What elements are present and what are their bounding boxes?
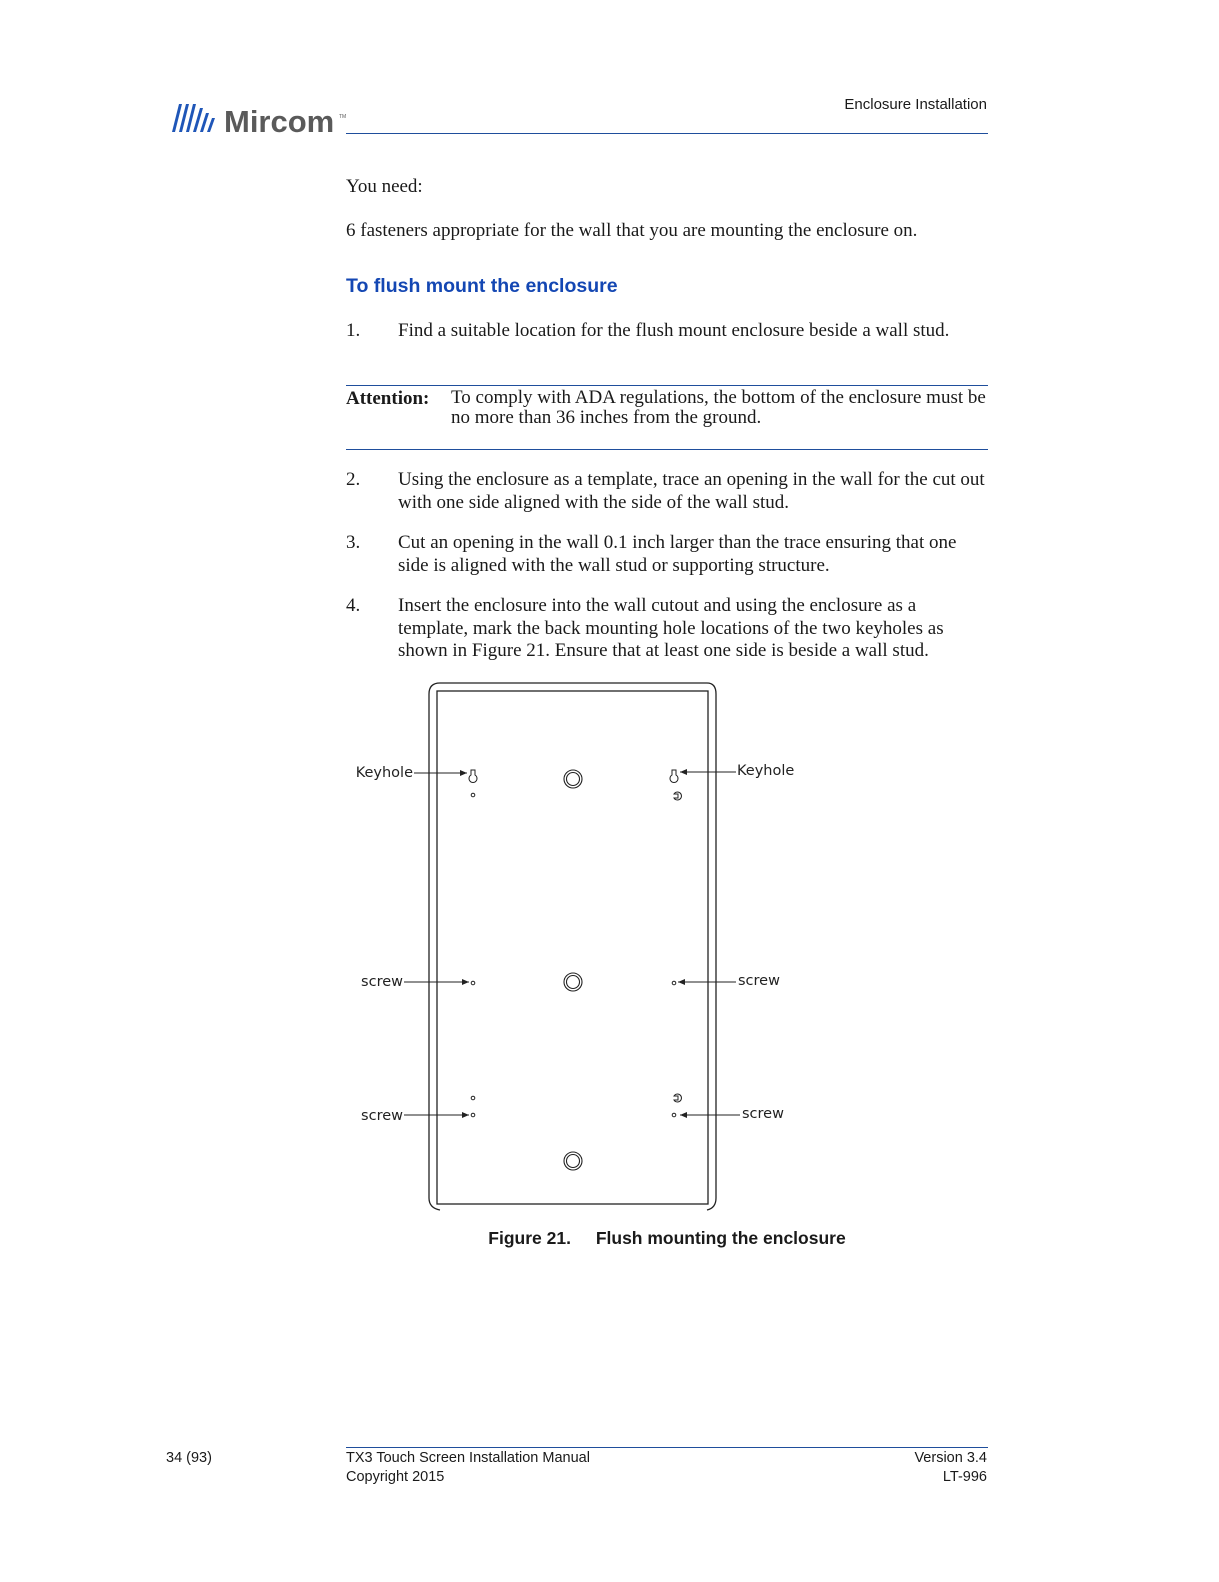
enclosure-figure [350, 680, 810, 1215]
step-number: 1. [346, 320, 361, 341]
screw-hole [471, 1113, 475, 1117]
label-keyhole-left: Keyhole [355, 765, 413, 781]
step-text: Using the enclosure as a template, trace an opening in the wall for the cut out with one side aligned with the side of the wall stud. [398, 469, 985, 513]
label-keyhole-right: Keyhole [737, 763, 795, 779]
keyhole-side-icon [674, 1094, 681, 1102]
figure-caption [346, 1228, 988, 1249]
attention-top-rule [346, 385, 988, 386]
footer-center [346, 1449, 590, 1487]
page-number: 34 (93) [166, 1450, 212, 1466]
label-screw-mid-left: screw [361, 974, 403, 990]
step-number: 4. [346, 595, 361, 616]
step-text: Cut an opening in the wall 0.1 inch larger than the trace ensuring that one side is aligned with the wall stud or supporting structure. [398, 532, 957, 576]
screw-hole [672, 1113, 676, 1117]
step-text: Insert the enclosure into the wall cutout and using the enclosure as a template, mark the back mounting hole locations of the two keyholes as shown in Figure 21. Ensure that at least one side is beside a wall stud. [398, 595, 944, 661]
trademark-mark: TM [339, 114, 346, 120]
screw-hole [672, 981, 676, 985]
label-screw-mid-right: screw [738, 973, 780, 989]
enclosure-inner-outline [437, 691, 708, 1204]
keyhole-right-icon [670, 770, 678, 782]
doc-code: LT-996 [942, 1469, 987, 1485]
step-number: 2. [346, 469, 361, 490]
label-screw-bottom-right: screw [742, 1106, 784, 1122]
label-screw-bottom-left: screw [361, 1108, 403, 1124]
keyhole-left-icon [469, 770, 477, 782]
attention-label: Attention: [346, 388, 430, 409]
mircom-logo-mark [166, 100, 346, 138]
attention-text: To comply with ADA regulations, the bottom of the enclosure must be no more than 36 inches from the ground. [451, 387, 986, 428]
brand-name: Mircom [224, 104, 335, 138]
fasteners-text: 6 fasteners appropriate for the wall that you are mounting the enclosure on. [346, 220, 918, 241]
screw-hole [471, 981, 475, 985]
you-need-label: You need: [346, 176, 423, 197]
figure-title: Flush mounting the enclosure [595, 1228, 846, 1248]
manual-title: TX3 Touch Screen Installation Manual [346, 1450, 590, 1466]
attention-bottom-rule [346, 449, 988, 450]
figure-number: Figure 21. [488, 1228, 571, 1248]
step-text: Find a suitable location for the flush mount enclosure beside a wall stud. [398, 320, 950, 341]
copyright: Copyright 2015 [346, 1469, 445, 1485]
header-divider [346, 133, 988, 134]
mircom-logo [166, 100, 346, 138]
version: Version 3.4 [914, 1450, 987, 1466]
screw-hole [471, 1096, 475, 1100]
procedure-heading: To flush mount the enclosure [346, 275, 618, 297]
keyhole-side-icon [674, 792, 681, 800]
step-number: 3. [346, 532, 361, 553]
footer-right [914, 1449, 987, 1487]
enclosure-outer-outline [429, 683, 716, 1210]
enclosure-diagram [350, 680, 810, 1215]
screw-hole [471, 793, 475, 797]
section-title: Enclosure Installation [844, 96, 987, 113]
footer-divider [346, 1447, 988, 1448]
